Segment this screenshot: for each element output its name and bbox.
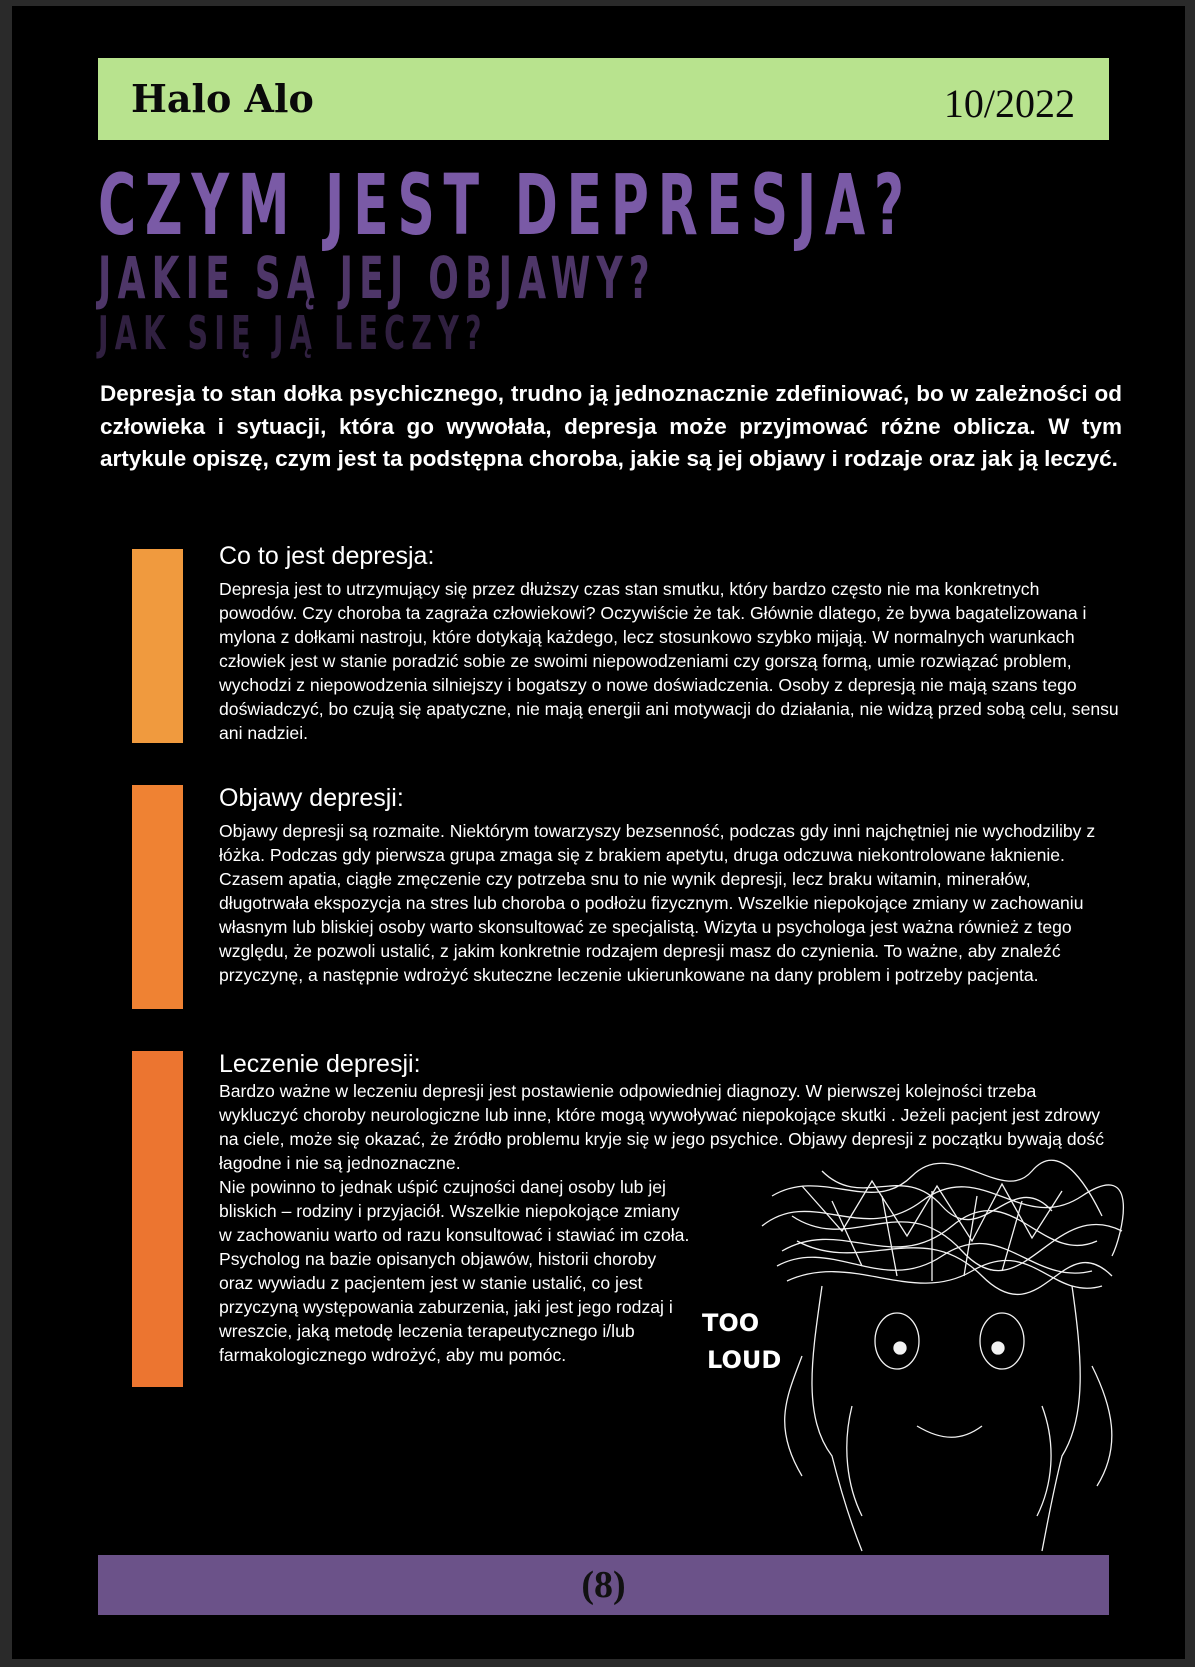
footer-banner — [98, 1555, 1109, 1615]
section-accent-bar — [132, 549, 183, 743]
illustration-caption: LOUD — [707, 1346, 782, 1374]
section-body-continued: Nie powinno to jednak uśpić czujności danej osoby lub jej bliskich – rodziny i przyjaciół. Wszelkie niepokojące zmiany w zachowaniu warto od razu konsultować i stawiać im czoła. Psycholog na bazie opisanych objawów, historii choroby oraz wywiadu z pacjentem jest w stanie ustalić, co jest przyczyną występowania zaburzenia, jaki jest jego rodzaj i wreszcie, jaką metodę leczenia terapeutycznego i/lub farmakologicznego wdrożyć, aby mu pomóc. — [219, 1177, 690, 1365]
section-body: Objawy depresji są rozmaite. Niektórym towarzyszy bezsenność, podczas gdy inni najchętniej nie wychodziliby z łóżka. Podczas gdy pierwsza grupa zmaga się z brakiem apetytu, druga odczuwa niekontrolowane łaknienie. Czasem apatia, ciągłe zmęczenie czy potrzeba snu to nie wynik depresji, lecz braku witamin, minerałów, długotrwała ekspozycja na stres lub choroba o podłożu fizycznym. Wszelkie niepokojące zmiany w zachowaniu własnym lub bliskiej osoby warto skonsultować ze specjalistą. Wizyta u psychologa jest ważna również z tego względu, że pozwoli ustalić, z jakim konkretnie rodzajem depresji masz do czynienia. To ważne, aby znaleźć przyczynę, a następnie wdrożyć skuteczne leczenie ukierunkowane na dany problem i potrzeby pacjenta. — [219, 821, 1096, 985]
headline-line-1: CZYM JEST DEPRESJA? — [98, 156, 913, 254]
header-banner — [98, 58, 1109, 140]
issue-date: 10/2022 — [943, 81, 1075, 126]
section-body: Bardzo ważne w leczeniu depresji jest postawienie odpowiedniej diagnozy. W pierwszej kolejności trzeba wykluczyć choroby neurologiczne lub inne, które mogą wywoływać niepokojące skutki . Jeżeli pacjent jest zdrowy na ciele, może się okazać, że źródło problemu kryje się w jego psychice. Objawy depresji z początku bywają dość łagodne i nie są jednoznaczne. — [219, 1081, 1104, 1173]
section-title: Leczenie depresji: — [219, 1050, 421, 1078]
headline-line-3: JAK SIĘ JĄ LECZY? — [98, 306, 488, 360]
magazine-title: Halo Alo — [131, 76, 314, 121]
illustration-caption: TOO — [702, 1309, 760, 1337]
section-accent-bar — [132, 1051, 183, 1387]
section-title: Co to jest depresja: — [219, 542, 435, 570]
headline-line-2: JAKIE SĄ JEJ OBJAWY? — [98, 244, 656, 312]
page-number: (8) — [581, 1564, 626, 1606]
section-title: Objawy depresji: — [219, 784, 404, 812]
magazine-page — [12, 6, 1185, 1659]
section-accent-bar — [132, 785, 183, 1009]
too-loud-illustration — [702, 1156, 1142, 1556]
section-body: Depresja jest to utrzymujący się przez dłuższy czas stan smutku, który bardzo często nie ma konkretnych powodów. Czy choroba ta zagraża człowiekowi? Oczywiście że tak. Głównie dlatego, że bywa bagatelizowana i mylona z dołkami nastroju, które dotykają każdego, lecz stosunkowo szybko mijają. W normalnych warunkach człowiek jest w stanie poradzić sobie ze swoimi niepowodzeniami czy gorszą formą, umie rozwiązać problem, wychodzi z niepowodzenia silniejszy i bogatszy o nowe doświadczenia. Osoby z depresją nie mają szans tego doświadczyć, bo czują się apatyczne, nie mają energii ani motywacji do działania, nie widzą przed sobą celu, sensu ani nadziei. — [219, 579, 1119, 743]
intro-paragraph: Depresja to stan dołka psychicznego, trudno ją jednoznacznie zdefiniować, bo w zależności od człowieka i sytuacji, która go wywołała, depresja może przyjmować różne oblicza. W tym artykule opiszę, czym jest ta podstępna choroba, jakie są jej objawy i rodzaje oraz jak ją leczyć. — [100, 381, 1122, 471]
